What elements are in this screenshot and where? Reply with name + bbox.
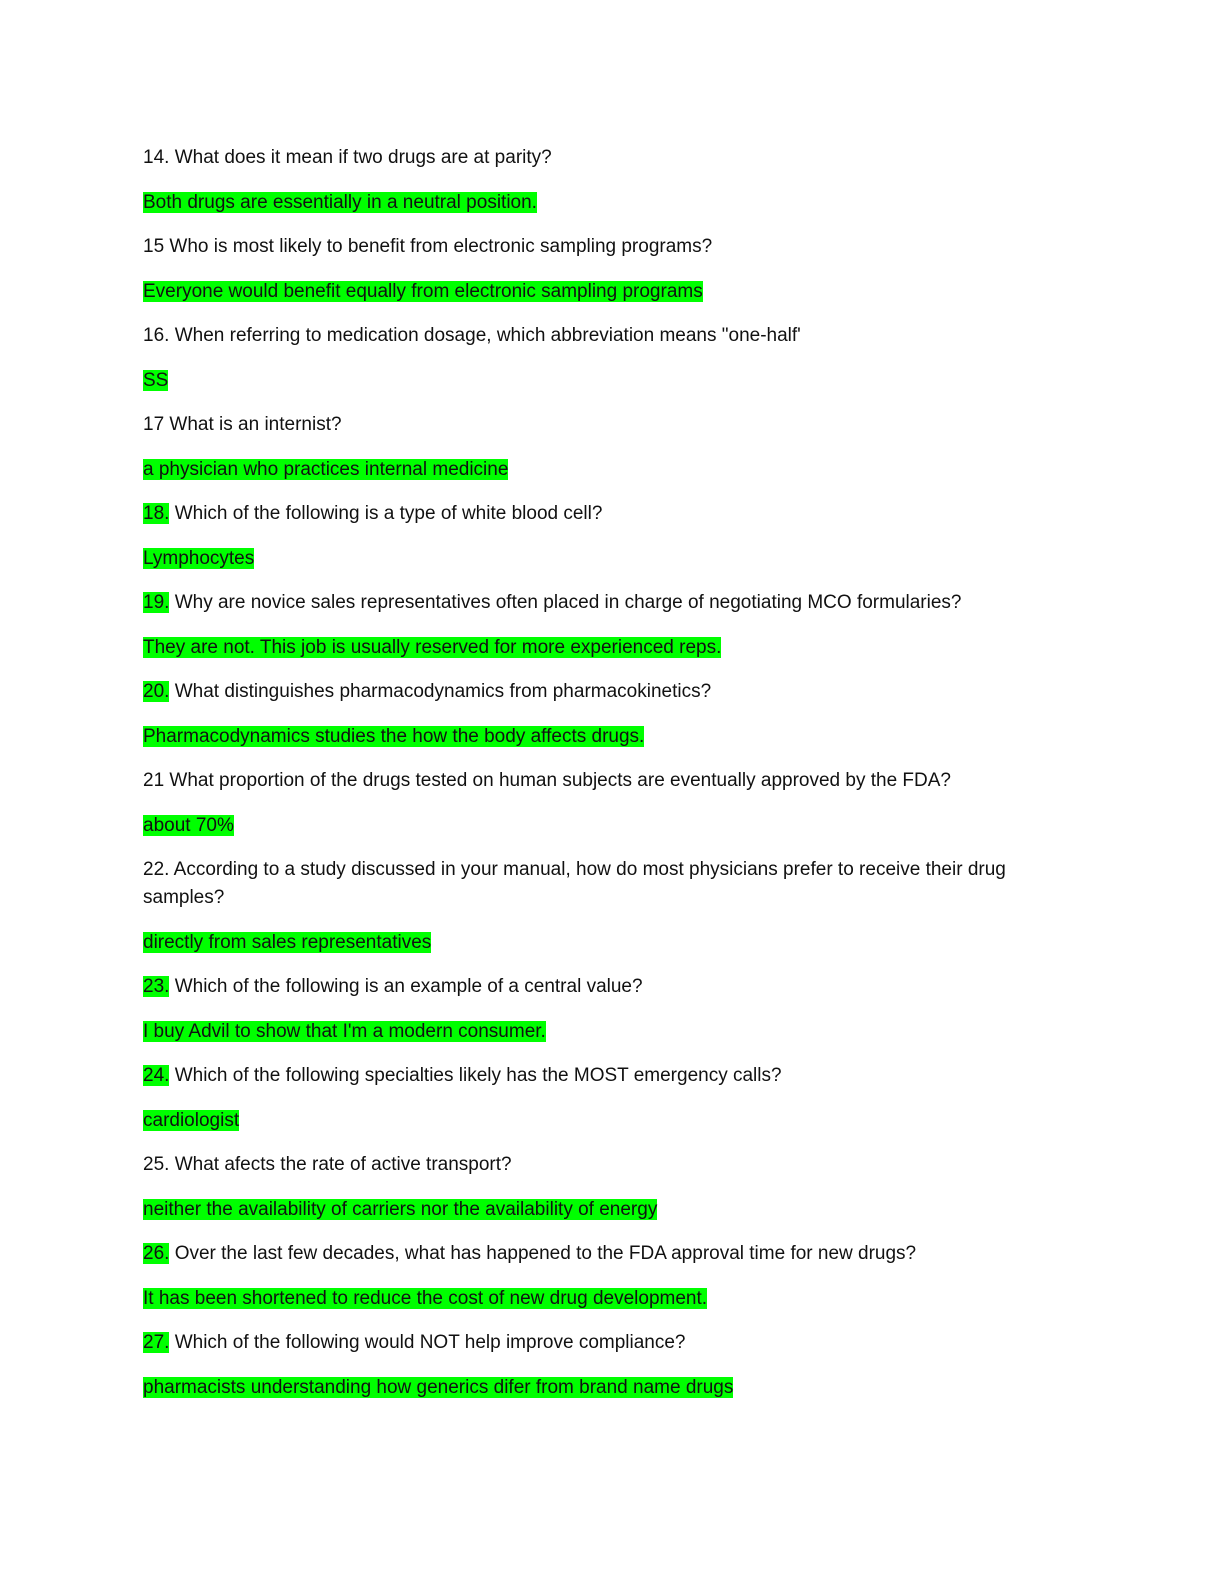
answer-text: Both drugs are essentially in a neutral position. [143,191,537,213]
qa-item [143,500,1063,573]
answer-text: neither the availability of carriers nor the availability of energy [143,1198,658,1220]
qa-item [143,767,1063,840]
answer [143,1374,1063,1402]
question-number: 24. [143,1065,170,1086]
qa-item [143,973,1063,1046]
question [143,589,1063,617]
question-number: 14. [143,147,170,168]
qa-item [143,678,1063,751]
question-text: Which of the following would NOT help improve compliance? [169,1332,686,1353]
answer [143,1018,1063,1046]
answer-text: Lymphocytes [143,547,255,569]
answer-text: about 70% [143,814,234,836]
answer [143,812,1063,840]
question-text: What does it mean if two drugs are at parity? [169,147,552,168]
question-number: 23. [143,976,170,997]
answer [143,278,1063,306]
question-text: Which of the following is an example of a central value? [169,976,643,997]
answer-text: directly from sales representatives [143,931,432,953]
answer [143,456,1063,484]
question [143,678,1063,706]
question-number: 25. [143,1154,170,1175]
question-text: When referring to medication dosage, which abbreviation means "one-half' [169,325,801,346]
qa-item [143,1240,1063,1313]
question-text: What distinguishes pharmacodynamics from pharmacokinetics? [169,681,712,702]
answer [143,189,1063,217]
question-number: 15 [143,236,165,257]
answer [143,634,1063,662]
qa-item [143,144,1063,217]
question [143,411,1063,439]
question-number: 27. [143,1332,170,1353]
qa-item [143,233,1063,306]
question [143,233,1063,261]
question [143,1240,1063,1268]
question-number: 20. [143,681,170,702]
answer [143,545,1063,573]
question [143,1329,1063,1357]
question-number: 17 [143,414,165,435]
question-text: Why are novice sales representatives often placed in charge of negotiating MCO formularies? [169,592,962,613]
question-number: 26. [143,1243,170,1264]
question-text: What proportion of the drugs tested on human subjects are eventually approved by the FDA? [164,770,951,791]
answer-text: pharmacists understanding how generics difer from brand name drugs [143,1376,734,1398]
answer [143,1196,1063,1224]
question [143,1062,1063,1090]
question-number: 16. [143,325,170,346]
question [143,144,1063,172]
question-text: What is an internist? [164,414,342,435]
question [143,767,1063,795]
question [143,322,1063,350]
qa-item [143,589,1063,662]
question-text: Who is most likely to benefit from electronic sampling programs? [164,236,713,257]
answer [143,1285,1063,1313]
question-text: What afects the rate of active transport? [169,1154,512,1175]
question-text: Which of the following is a type of white blood cell? [169,503,603,524]
question-number: 21 [143,770,165,791]
question [143,856,1063,912]
question-number: 18. [143,503,170,524]
answer-text: They are not. This job is usually reserved for more experienced reps. [143,636,722,658]
answer-text: Everyone would benefit equally from electronic sampling programs [143,280,703,302]
qa-item [143,1329,1063,1402]
question-text: According to a study discussed in your manual, how do most physicians prefer to receive their drug samples? [143,859,1006,908]
question [143,1151,1063,1179]
question-text: Which of the following specialties likely has the MOST emergency calls? [169,1065,782,1086]
question [143,500,1063,528]
question-number: 19. [143,592,170,613]
question [143,973,1063,1001]
answer-text: cardiologist [143,1109,240,1131]
qa-item [143,411,1063,484]
qa-list [143,144,1063,1418]
answer-text: SS [143,369,169,391]
qa-item [143,322,1063,395]
answer [143,929,1063,957]
answer-text: I buy Advil to show that I'm a modern consumer. [143,1020,546,1042]
answer-text: a physician who practices internal medicine [143,458,509,480]
answer [143,367,1063,395]
qa-item [143,1062,1063,1135]
question-text: Over the last few decades, what has happened to the FDA approval time for new drugs? [169,1243,917,1264]
answer-text: Pharmacodynamics studies the how the body affects drugs. [143,725,645,747]
answer [143,1107,1063,1135]
qa-item [143,1151,1063,1224]
question-number: 22. [143,859,170,880]
answer-text: It has been shortened to reduce the cost of new drug development. [143,1287,708,1309]
qa-item [143,856,1063,957]
answer [143,723,1063,751]
